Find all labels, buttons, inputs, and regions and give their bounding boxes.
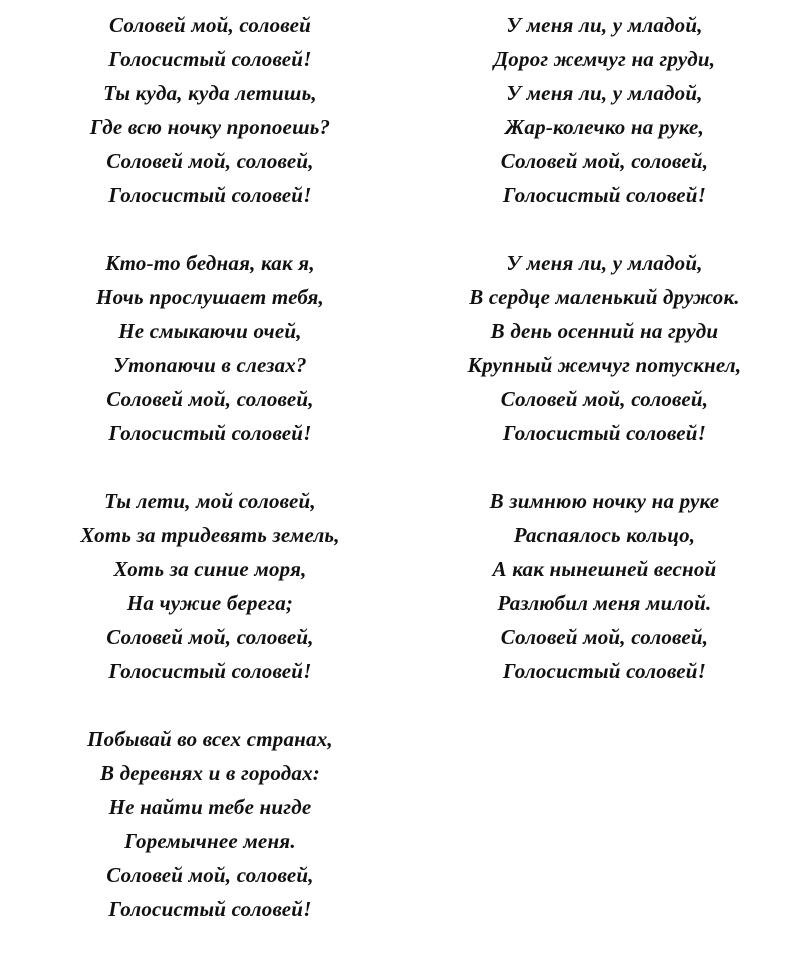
verse-line: Голосистый соловей! xyxy=(108,897,312,921)
stanza xyxy=(494,8,716,212)
verse-line: Горемычнее меня. xyxy=(124,829,296,853)
verse-line: Разлюбил меня милой. xyxy=(497,591,712,615)
verse-line: Утопаючи в слезах? xyxy=(113,353,307,377)
right-column xyxy=(412,8,797,960)
verse-line: Хоть за синие моря, xyxy=(113,557,307,581)
stanza xyxy=(468,246,742,450)
verse-line: Побывай во всех странах, xyxy=(87,727,333,751)
verse-line: Соловей мой, соловей, xyxy=(106,149,314,173)
verse-line: Кто-то бедная, как я, xyxy=(105,251,315,275)
verse-line: Голосистый соловей! xyxy=(502,421,707,445)
verse-line: Дорог жемчуг на груди, xyxy=(493,47,716,71)
verse-line: Соловей мой, соловей xyxy=(108,13,312,37)
verse-line: Голосистый соловей! xyxy=(108,183,312,207)
stanza xyxy=(80,484,339,688)
verse-line: Не смыкаючи очей, xyxy=(118,319,302,343)
stanza xyxy=(490,484,720,688)
stanza xyxy=(87,722,333,926)
stanza xyxy=(90,8,331,212)
verse-line: Голосистый соловей! xyxy=(502,183,707,207)
verse-line: У меня ли, у младой, xyxy=(506,81,703,105)
verse-line: В сердце маленький дружок. xyxy=(469,285,740,309)
verse-line: Где всю ночку пропоешь? xyxy=(89,115,331,139)
stanza xyxy=(96,246,324,450)
verse-line: Не найти тебе нигде xyxy=(108,795,312,819)
verse-line: Ты лети, мой соловей, xyxy=(104,489,316,513)
verse-line: У меня ли, у младой, xyxy=(506,13,703,37)
verse-line: У меня ли, у младой, xyxy=(506,251,703,275)
verse-line: Ночь прослушает тебя, xyxy=(96,285,324,309)
verse-line: А как нынешней весной xyxy=(492,557,717,581)
verse-line: В зимнюю ночку на руке xyxy=(489,489,720,513)
poem-text xyxy=(0,8,800,960)
verse-line: Голосистый соловей! xyxy=(108,47,312,71)
verse-line: Голосистый соловей! xyxy=(108,421,312,445)
verse-line: Жар-колечко на руке, xyxy=(504,115,705,139)
verse-line: Соловей мой, соловей, xyxy=(500,625,709,649)
left-column xyxy=(0,8,420,960)
verse-line: На чужие берега; xyxy=(126,591,294,615)
verse-line: Ты куда, куда летишь, xyxy=(103,81,317,105)
verse-line: Голосистый соловей! xyxy=(108,659,312,683)
verse-line: Соловей мой, соловей, xyxy=(106,387,314,411)
verse-line: В день осенний на груди xyxy=(490,319,719,343)
verse-line: Соловей мой, соловей, xyxy=(500,149,709,173)
verse-line: Соловей мой, соловей, xyxy=(106,625,314,649)
verse-line: Хоть за тридевять земель, xyxy=(80,523,340,547)
verse-line: Голосистый соловей! xyxy=(502,659,707,683)
verse-line: Соловей мой, соловей, xyxy=(500,387,709,411)
verse-line: Крупный жемчуг потускнел, xyxy=(467,353,742,377)
verse-line: В деревнях и в городах: xyxy=(100,761,320,785)
verse-line: Соловей мой, соловей, xyxy=(106,863,314,887)
verse-line: Распаялось кольцо, xyxy=(513,523,696,547)
